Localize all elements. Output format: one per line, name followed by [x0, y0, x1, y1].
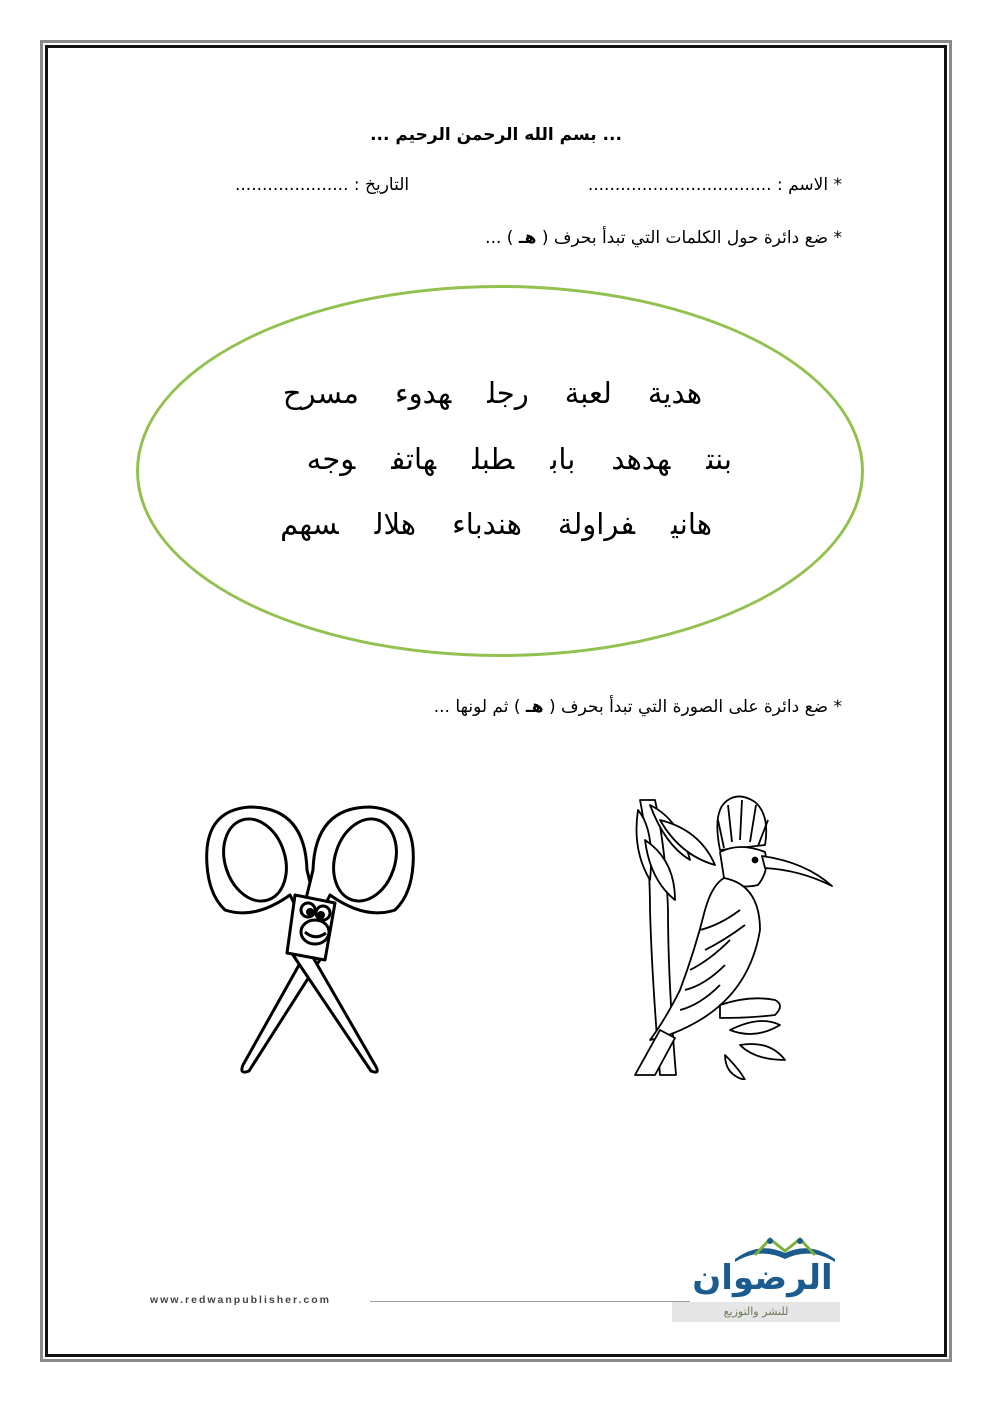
word-item[interactable]: فراولة — [557, 507, 636, 541]
word-item[interactable]: هاني — [671, 507, 712, 541]
instruction-text-end: ) ... — [485, 228, 514, 248]
name-field-label: * الاسم : .................................. — [587, 175, 842, 195]
word-item[interactable]: طبل — [472, 442, 515, 476]
word-item[interactable]: هدية — [647, 376, 702, 410]
exercise2-instruction — [434, 697, 842, 717]
hoopoe-bird-icon[interactable] — [620, 790, 835, 1080]
word-item[interactable]: هلال — [374, 507, 417, 541]
word-item[interactable]: سهم — [280, 507, 339, 541]
word-item[interactable]: باب — [550, 442, 576, 476]
word-item[interactable]: رجل — [487, 376, 529, 410]
basmala-heading: ... بسم الله الرحمن الرحيم ... — [370, 125, 622, 145]
publisher-logo-name: الرضوان — [692, 1258, 833, 1298]
scissors-icon[interactable] — [195, 795, 425, 1080]
date-field-label: التاريخ : ..................... — [235, 175, 410, 195]
word-item[interactable]: وجه — [306, 442, 356, 476]
instruction-text: * ضع دائرة على الصورة التي تبدأ بحرف ( — [548, 697, 842, 717]
word-item[interactable]: مسرح — [282, 376, 359, 410]
publisher-website[interactable]: www.redwanpublisher.com — [150, 1294, 331, 1306]
word-row-1 — [283, 376, 702, 410]
word-item[interactable]: هاتف — [391, 442, 437, 476]
target-letter: هـ — [525, 697, 544, 717]
target-letter: هـ — [518, 228, 537, 248]
word-item[interactable]: هدوء — [394, 376, 452, 410]
publisher-logo-tagline: للنشر والتوزيع — [672, 1302, 840, 1322]
word-item[interactable]: هندباء — [452, 507, 522, 541]
word-row-2 — [307, 442, 732, 476]
exercise1-instruction — [485, 228, 842, 248]
instruction-text: * ضع دائرة حول الكلمات التي تبدأ بحرف ( — [541, 228, 842, 248]
footer-divider — [370, 1301, 690, 1302]
word-item[interactable]: لعبة — [564, 376, 612, 410]
instruction-text-end: ) ثم لونها ... — [433, 697, 521, 717]
word-item[interactable]: هدهد — [611, 442, 671, 476]
word-item[interactable]: بنت — [706, 442, 732, 476]
word-row-3 — [280, 507, 712, 541]
